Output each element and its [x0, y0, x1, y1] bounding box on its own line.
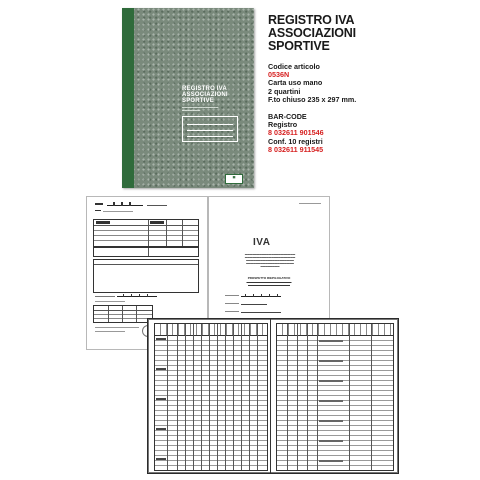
cover-label [182, 86, 244, 150]
barcode-label: BAR-CODE [268, 112, 307, 122]
conf-code: 8 032611 911545 [268, 144, 324, 154]
cover-label-box [182, 116, 238, 142]
brand-logo: ▦ [225, 174, 243, 184]
ledger-spread-preview [147, 318, 399, 474]
cover-subtitle-lines: ▬▬▬▬▬▬▬▬▬▬▬▬▬▬ ▬▬▬▬▬▬▬ [182, 106, 219, 112]
info-title-line1: REGISTRO IVA [268, 13, 355, 27]
codice-value: 0536N [268, 70, 290, 80]
ledger-left-page [154, 323, 268, 471]
cover-title-line2: ASSOCIAZIONI [182, 92, 228, 98]
formato-text: F.to chiuso 235 x 297 mm. [268, 94, 357, 104]
iva-caption: PROSPETTO RIEPILOGATIVO ▬▬▬▬▬▬▬▬▬▬▬▬▬▬▬ ▬▬▬▬▬▬▬▬▬▬▬▬▬▬ [246, 276, 292, 288]
info-title-line2: ASSOCIAZIONI [268, 26, 356, 40]
registro-label: Registro [268, 120, 298, 130]
ledger-right-page [276, 323, 394, 471]
ledger-gutter [270, 319, 271, 473]
conf-label: Conf. 10 registri [268, 136, 323, 146]
form-notes-box [93, 259, 199, 293]
iva-caption-title: PROSPETTO RIEPILOGATIVO [247, 276, 291, 280]
info-title-line3: SPORTIVE [268, 39, 330, 53]
iva-heading: IVA [253, 237, 271, 248]
registro-code: 8 032611 901546 [268, 128, 324, 138]
form-table-top [93, 219, 199, 247]
product-cover-image [122, 8, 254, 188]
cover-title-line3: SPORTIVE [182, 98, 214, 104]
carta-text: Carta uso mano [268, 78, 323, 88]
iva-law-references: ▬▬▬▬▬▬▬▬▬▬▬▬▬▬▬▬▬▬▬▬▬ ▬▬▬▬▬▬▬▬▬▬▬▬▬▬▬▬▬▬▬▬▬ ▬▬▬▬▬▬▬▬▬▬▬▬▬▬▬▬▬▬▬▬ ▬▬▬▬▬▬▬▬▬▬▬▬▬▬▬▬▬▬▬▬ ▬▬▬▬▬▬▬▬ [244, 253, 296, 268]
info-specs [268, 63, 468, 154]
cover-spine [122, 8, 134, 188]
cover-title-line1: REGISTRO IVA [182, 86, 227, 92]
product-info [268, 14, 468, 154]
quartini-text: 2 quartini [268, 86, 301, 96]
codice-label: Codice articolo [268, 62, 320, 71]
form-table-bottom [93, 305, 153, 323]
